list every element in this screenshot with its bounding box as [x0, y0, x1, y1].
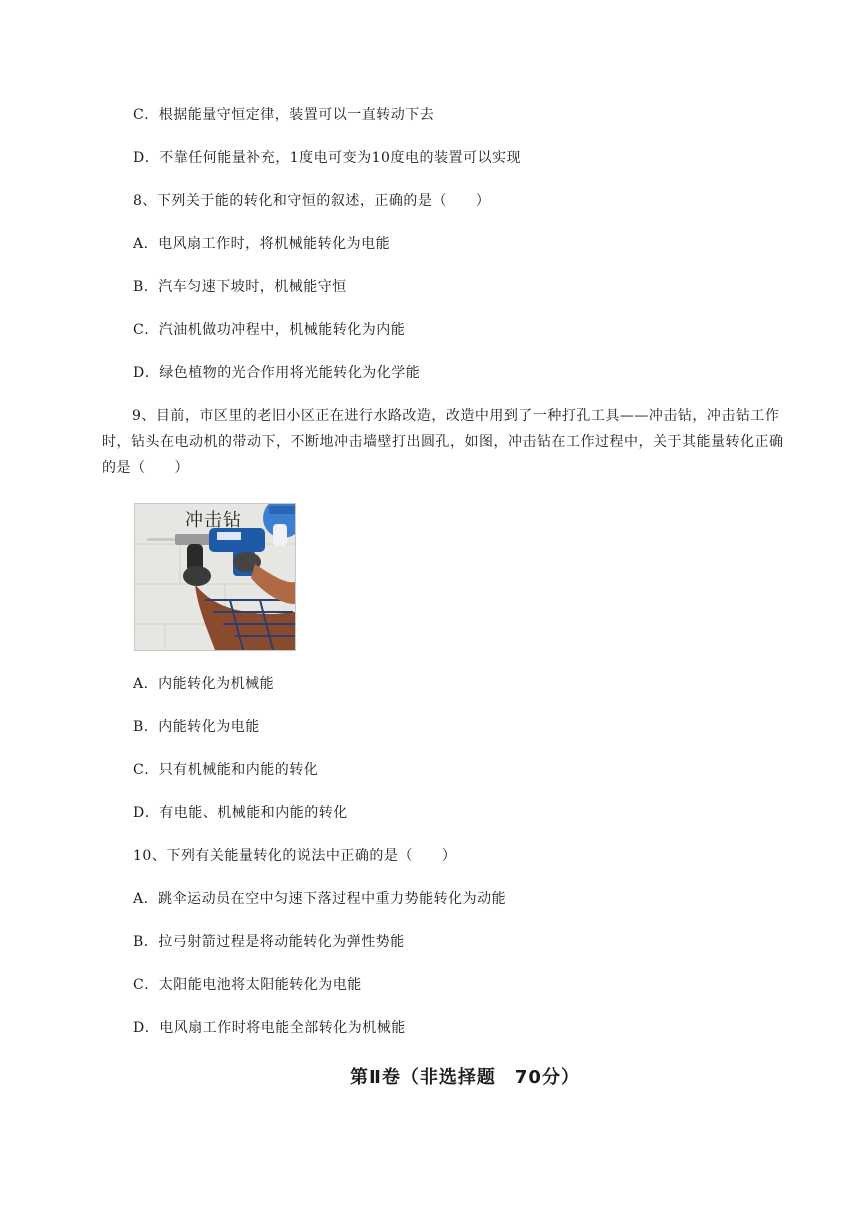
q10-option-a: A．跳伞运动员在空中匀速下落过程中重力势能转化为动能 [133, 891, 507, 907]
q7-option-d: D．不靠任何能量补充，1度电可变为10度电的装置可以实现 [133, 150, 521, 166]
q9-option-a: A．内能转化为机械能 [133, 676, 275, 692]
q8-option-c: C．汽油机做功冲程中，机械能转化为内能 [133, 322, 406, 338]
q7-option-c: C．根据能量守恒定律，装置可以一直转动下去 [133, 107, 435, 123]
impact-drill-photo [134, 503, 296, 651]
q10-option-c: C．太阳能电池将太阳能转化为电能 [133, 977, 362, 993]
q9-option-c: C．只有机械能和内能的转化 [133, 762, 319, 778]
q9-option-b: B．内能转化为电能 [133, 719, 260, 735]
q8-option-d: D．绿色植物的光合作用将光能转化为化学能 [133, 365, 421, 381]
q10-stem: 10、下列有关能量转化的说法中正确的是（ ） [133, 848, 457, 864]
q8-stem: 8、下列关于能的转化和守恒的叙述，正确的是（ ） [133, 193, 491, 209]
q10-option-d: D．电风扇工作时将电能全部转化为机械能 [133, 1020, 406, 1036]
q9-stem [102, 403, 792, 481]
figure-label: 冲击钻 [185, 510, 242, 531]
section-title: 第Ⅱ卷（非选择题 70分） [350, 1067, 580, 1088]
q9-stem-text: 9、目前，市区里的老旧小区正在进行水路改造，改造中用到了一种打孔工具——冲击钻，冲击钻工作时，钻头在电动机的带动下，不断地冲击墙壁打出圆孔，如图，冲击钻在工作过程中，关于其能量转化正确的是（ ） [102, 408, 784, 476]
q8-option-b: B．汽车匀速下坡时，机械能守恒 [133, 279, 347, 295]
q10-option-b: B．拉弓射箭过程是将动能转化为弹性势能 [133, 934, 405, 950]
q9-option-d: D．有电能、机械能和内能的转化 [133, 805, 348, 821]
q8-option-a: A．电风扇工作时，将机械能转化为电能 [133, 236, 391, 252]
